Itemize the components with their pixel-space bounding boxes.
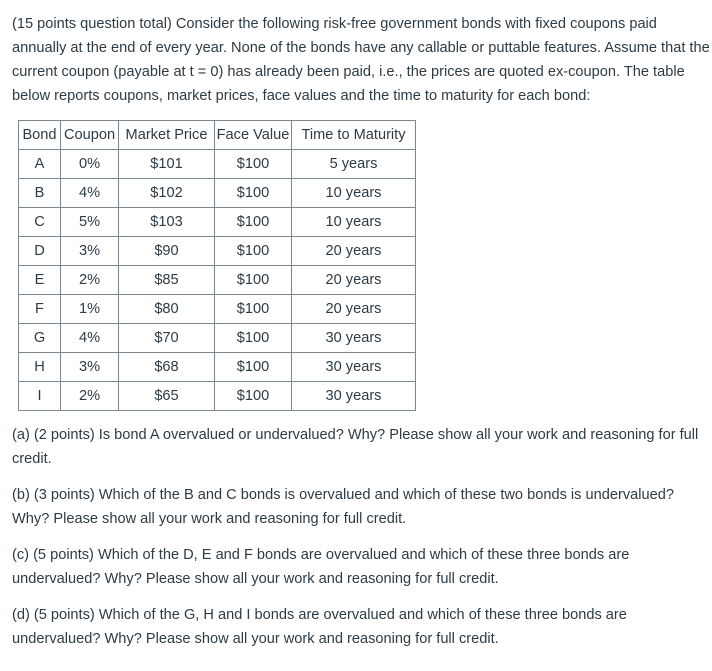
table-row	[19, 208, 416, 237]
header-face-value: Face Value	[215, 121, 292, 150]
cell-coupon: 4%	[61, 324, 119, 353]
cell-market-price: $65	[119, 382, 215, 411]
question-intro: (15 points question total) Consider the following risk-free government bonds with fixed coupons paid annually at the end of every year. None of the bonds have any callable or puttable features. Assume that the current coupon (payable at t = 0) has already been paid, i.e., the prices are quoted ex-coupon. The table below reports coupons, market prices, face values and the time to maturity for each bond:	[12, 16, 710, 104]
question-d: (d) (5 points) Which of the G, H and I bonds are overvalued and which of these three bonds are undervalued? Why? Please show all your work and reasoning for full credit.	[12, 607, 627, 647]
cell-time-to-maturity: 10 years	[292, 208, 416, 237]
cell-time-to-maturity: 20 years	[292, 237, 416, 266]
question-a: (a) (2 points) Is bond A overvalued or undervalued? Why? Please show all your work and reasoning for full credit.	[12, 427, 699, 467]
table-row	[19, 324, 416, 353]
cell-bond: D	[19, 237, 61, 266]
header-coupon: Coupon	[61, 121, 119, 150]
header-bond: Bond	[19, 121, 61, 150]
cell-coupon: 2%	[61, 382, 119, 411]
bond-table	[18, 120, 416, 411]
cell-face-value: $100	[215, 353, 292, 382]
cell-bond: F	[19, 295, 61, 324]
cell-face-value: $100	[215, 324, 292, 353]
cell-market-price: $70	[119, 324, 215, 353]
cell-time-to-maturity: 30 years	[292, 324, 416, 353]
table-row	[19, 353, 416, 382]
table-row	[19, 150, 416, 179]
cell-coupon: 0%	[61, 150, 119, 179]
cell-coupon: 4%	[61, 179, 119, 208]
cell-time-to-maturity: 5 years	[292, 150, 416, 179]
cell-time-to-maturity: 30 years	[292, 353, 416, 382]
cell-face-value: $100	[215, 266, 292, 295]
cell-face-value: $100	[215, 382, 292, 411]
cell-market-price: $68	[119, 353, 215, 382]
cell-market-price: $102	[119, 179, 215, 208]
cell-bond: G	[19, 324, 61, 353]
header-market-price: Market Price	[119, 121, 215, 150]
cell-market-price: $85	[119, 266, 215, 295]
table-row	[19, 382, 416, 411]
cell-market-price: $101	[119, 150, 215, 179]
cell-face-value: $100	[215, 179, 292, 208]
cell-market-price: $90	[119, 237, 215, 266]
document-page	[12, 12, 712, 651]
cell-time-to-maturity: 20 years	[292, 295, 416, 324]
cell-face-value: $100	[215, 237, 292, 266]
cell-bond: B	[19, 179, 61, 208]
cell-bond: C	[19, 208, 61, 237]
table-row	[19, 179, 416, 208]
question-b: (b) (3 points) Which of the B and C bonds is overvalued and which of these two bonds is undervalued? Why? Please show all your work and reasoning for full credit.	[12, 487, 674, 527]
cell-coupon: 1%	[61, 295, 119, 324]
cell-coupon: 3%	[61, 353, 119, 382]
cell-face-value: $100	[215, 295, 292, 324]
cell-coupon: 2%	[61, 266, 119, 295]
cell-time-to-maturity: 30 years	[292, 382, 416, 411]
question-c: (c) (5 points) Which of the D, E and F bonds are overvalued and which of these three bonds are undervalued? Why? Please show all your work and reasoning for full credit.	[12, 547, 630, 587]
table-row	[19, 266, 416, 295]
cell-face-value: $100	[215, 150, 292, 179]
cell-bond: I	[19, 382, 61, 411]
cell-market-price: $103	[119, 208, 215, 237]
cell-time-to-maturity: 10 years	[292, 179, 416, 208]
cell-bond: A	[19, 150, 61, 179]
cell-bond: H	[19, 353, 61, 382]
cell-market-price: $80	[119, 295, 215, 324]
cell-coupon: 5%	[61, 208, 119, 237]
cell-face-value: $100	[215, 208, 292, 237]
cell-time-to-maturity: 20 years	[292, 266, 416, 295]
header-time-to-maturity: Time to Maturity	[292, 121, 416, 150]
sub-questions	[12, 423, 712, 651]
table-header-row	[19, 121, 416, 150]
cell-coupon: 3%	[61, 237, 119, 266]
cell-bond: E	[19, 266, 61, 295]
table-row	[19, 295, 416, 324]
table-row	[19, 237, 416, 266]
